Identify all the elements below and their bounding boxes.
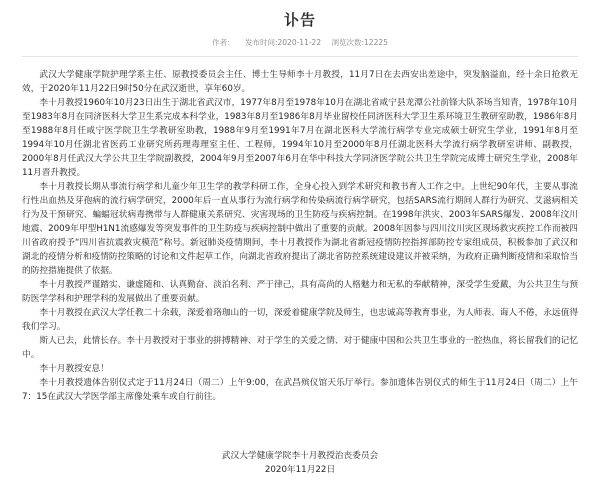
- signature-org: 武汉大学健康学院李十月教授治丧委员会: [221, 451, 379, 461]
- paragraph-rest-in-peace: 李十月教授安息！: [39, 364, 109, 374]
- article-body: [22, 68, 578, 404]
- author-label: 作者：: [212, 38, 235, 47]
- paragraph-biography: 李十月教授1960年10月23日出生于湖北省武汉市，1977年8月至1978年10月在湖北省咸宁县龙潭公社前锋大队茶场当知青，1978年10月至1983年8月在同济医科大学卫生系完成本科学业，1983年8月至1986年8月毕业留校任同济医科大学卫生系环境卫生教研室助教，1986年8月至1988年8月任咸宁医学院卫生学教研室助教，1988年9月至1991年7月在湖北医科大学流行病学专业完成硕士研究生学业，1991年8月至1994年10月任湖北省医药工业研究所药理毒理室主任、工程师，1994年10月至2000年8月任湖北医科大学流行病学教研室讲师、副教授，2000年8月任武汉大学公共卫生学院副教授，2004年9月至2007年6月在华中科技大学同济医学院公共卫生学院完成博士研究生学业，2008年11月晋升教授。: [22, 98, 578, 178]
- signature-date: 2020年11月22日: [264, 465, 336, 475]
- divider: [22, 56, 578, 57]
- article-meta: [0, 37, 600, 48]
- paragraph-character: 李十月教授严谨踏实、谦虚随和、认真勤奋、淡泊名利、严于律己，具有高尚的人格魅力和无私的奉献精神，深受学生爱戴，为公共卫生与预防医学学科和护理学科的发展做出了重要贡献。: [22, 280, 579, 304]
- paragraph-announcement: 武汉大学健康学院护理学系主任、原教授委员会主任、博士生导师李十月教授，11月7日在去西安出差途中，突发脑溢血，经十余日抢救无效，于2020年11月22日9时50分在武汉逝世，享年60岁。: [22, 70, 578, 94]
- view-count: 浏览次数:12225: [331, 38, 388, 47]
- paragraph-tribute: 斯人已去，此情长存。李十月教授对于事业的拼搏精神、对于学生的关爱之情、对于健康中国和公共卫生事业的一腔热血，将长留我们的记忆中。: [22, 336, 579, 360]
- publish-date: 发布时间:2020-11-22: [244, 38, 322, 47]
- paragraph-teaching: 李十月教授在武汉大学任教二十余载，深爱着珞珈山的一切，深爱着健康学院及师生，也忠诚高等教育事业，为人师表、诲人不倦，永远值得我们学习。: [22, 308, 579, 332]
- paragraph-research: 李十月教授长期从事流行病学和儿童少年卫生学的教学科研工作，全身心投入到学术研究和教书育人工作之中。上世纪90年代，主要从事流行性出血热及芽孢病的流行病学研究，2000年后一直从事行为流行病学和传染病流行病学研究，包括SARS流行期间人群行为研究、艾滋病相关行为及干预研究、蝙蝠冠状病毒携带与人群健康关系研究、灾害现场的卫生防疫与疾病控制。在1998年洪灾、2003年SARS爆发、2008年汶川地震、2009年甲型H1N1流感爆发等突发事件的卫生防疫与疾病控制中做出了重要的贡献。2008年因参与四川汶川灾区现场救灾疾控工作而被四川省政府授予“四川省抗震救灾模范”称号。新冠肺炎疫情期间，李十月教授作为湖北省新冠疫情防控指挥部防控专家组成员，积极参加了武汉和湖北的疫情分析和疫情防控策略的讨论和文件起草工作，向湖北省政府提出了湖北省防控系统建设建议并被采纳，为政府正确判断疫情和采取恰当的防控措施提供了依据。: [22, 182, 578, 276]
- page-title: 讣告: [283, 11, 316, 29]
- paragraph-funeral-notice: 李十月教授遗体告别仪式定于11月24日（周二）上午9:00，在武昌殡仪馆天乐厅举行。参加遗体告别仪式的师生于11月24日（周二）上午7：15在武汉大学医学部主席像处乘车或自行前往。: [22, 378, 578, 402]
